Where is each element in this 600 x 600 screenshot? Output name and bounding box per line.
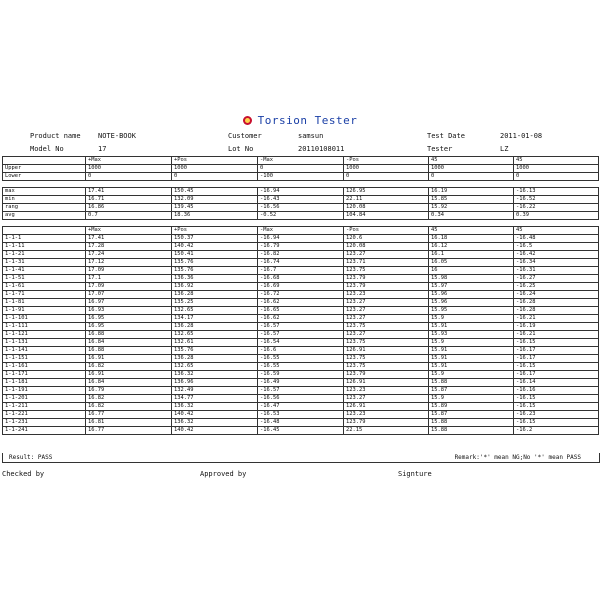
table-cell: 15.88	[429, 419, 514, 427]
table-cell: 1-1-121	[3, 331, 86, 339]
table-cell: 132.65	[172, 363, 258, 371]
table-cell: 16.05	[429, 259, 514, 267]
table-cell: 123.79	[344, 283, 429, 291]
table-cell: 16.82	[86, 395, 172, 403]
table-cell: 120.08	[344, 204, 429, 212]
table-cell: 134.17	[172, 315, 258, 323]
table-cell: Upper	[3, 165, 86, 173]
customer-label: Customer	[228, 132, 262, 140]
table-cell: 15.91	[429, 355, 514, 363]
table-cell: 136.96	[172, 379, 258, 387]
table-cell: 16.88	[86, 347, 172, 355]
table-cell: -100	[258, 173, 344, 181]
table-cell: 16.12	[429, 243, 514, 251]
table-cell: 1-1-111	[3, 323, 86, 331]
table-cell: -16.56	[258, 204, 344, 212]
table-cell: 126.91	[344, 379, 429, 387]
table-row	[3, 331, 599, 339]
remark-text: Remark:'*' mean NG;No '*' mean PASS	[454, 454, 581, 461]
table-cell: avg	[3, 212, 86, 220]
table-cell: 1-1-1	[3, 235, 86, 243]
table-cell: 150.37	[172, 235, 258, 243]
table-cell: 136.28	[172, 323, 258, 331]
table-cell: 140.42	[172, 427, 258, 435]
table-cell: 16.82	[86, 363, 172, 371]
table-cell: -16.52	[514, 196, 599, 204]
table-cell: 16.93	[86, 307, 172, 315]
table-cell: 16.71	[86, 196, 172, 204]
table-cell: 1-1-241	[3, 427, 86, 435]
table-cell: 150.45	[172, 188, 258, 196]
table-row	[3, 283, 599, 291]
table-cell: 136.28	[172, 355, 258, 363]
table-cell: -16.14	[514, 379, 599, 387]
table-row	[3, 259, 599, 267]
table-cell: -16.43	[258, 196, 344, 204]
table-cell: -16.28	[514, 299, 599, 307]
table-cell: 1-1-71	[3, 291, 86, 299]
table-cell: -16.48	[514, 235, 599, 243]
table-cell: 123.27	[344, 307, 429, 315]
table-cell: 16.97	[86, 299, 172, 307]
table-cell: 17.07	[86, 291, 172, 299]
table-cell: 123.75	[344, 355, 429, 363]
table-cell: 1-1-161	[3, 363, 86, 371]
table-cell: -0.52	[258, 212, 344, 220]
table-cell: 0.7	[86, 212, 172, 220]
stats-row	[3, 196, 599, 204]
table-cell: 123.71	[344, 259, 429, 267]
table-cell: 1-1-191	[3, 387, 86, 395]
table-cell: 135.76	[172, 347, 258, 355]
table-cell: 15.91	[429, 323, 514, 331]
table-cell: 132.61	[172, 339, 258, 347]
table-row	[3, 267, 599, 275]
table-cell: 16.88	[86, 331, 172, 339]
table-cell: 16.1	[429, 251, 514, 259]
table-cell: -16.21	[514, 315, 599, 323]
table-cell: -16.17	[514, 371, 599, 379]
table-row	[3, 251, 599, 259]
table-cell: 15.87	[429, 411, 514, 419]
table-cell: 16.91	[86, 371, 172, 379]
result-label: Result: PASS	[9, 454, 53, 461]
table-cell: min	[3, 196, 86, 204]
table-cell: -16.74	[258, 259, 344, 267]
column-header: -Max	[258, 157, 344, 165]
table-cell: -16.68	[258, 275, 344, 283]
table-cell: 123.23	[344, 411, 429, 419]
table-cell: 15.91	[429, 347, 514, 355]
table-cell: 120.08	[344, 243, 429, 251]
table-cell: 123.79	[344, 275, 429, 283]
table-row	[3, 427, 599, 435]
table-row	[3, 307, 599, 315]
table-cell: 123.79	[344, 419, 429, 427]
table-cell: 0	[514, 173, 599, 181]
table-cell: 1-1-91	[3, 307, 86, 315]
report-title-text: Torsion Tester	[257, 114, 358, 127]
lot-no-value: 20110108011	[298, 145, 345, 153]
table-cell: 15.88	[429, 379, 514, 387]
model-no-value: 17	[98, 145, 107, 153]
table-cell: 18.36	[172, 212, 258, 220]
table-cell: -16.55	[258, 363, 344, 371]
table-cell: -16.42	[514, 251, 599, 259]
table-cell: -16.34	[514, 259, 599, 267]
table-cell: 134.77	[172, 395, 258, 403]
table-cell: 17.09	[86, 267, 172, 275]
table-cell: 16.77	[86, 411, 172, 419]
table-cell: 15.96	[429, 299, 514, 307]
table-cell: 16.18	[429, 235, 514, 243]
product-name-label: Product name	[30, 132, 81, 140]
table-cell: 1-1-201	[3, 395, 86, 403]
company-logo-icon	[243, 116, 252, 125]
table-cell: -16.24	[514, 291, 599, 299]
table-cell: 15.97	[429, 283, 514, 291]
column-header: +Max	[86, 157, 172, 165]
stats-row	[3, 212, 599, 220]
table-cell: 1000	[86, 165, 172, 173]
table-cell: 1-1-61	[3, 283, 86, 291]
table-cell: 1-1-21	[3, 251, 86, 259]
table-cell: 123.27	[344, 331, 429, 339]
table-cell: 1-1-211	[3, 403, 86, 411]
table-cell: 104.84	[344, 212, 429, 220]
table-cell: 0	[429, 173, 514, 181]
column-header: 45	[429, 227, 514, 235]
table-cell: 123.27	[344, 299, 429, 307]
table-cell: 15.87	[429, 387, 514, 395]
table-cell: 136.36	[172, 275, 258, 283]
table-cell: -16.16	[514, 387, 599, 395]
customer-value: samsun	[298, 132, 324, 140]
checked-by-label: Checked by	[2, 470, 45, 478]
table-cell: max	[3, 188, 86, 196]
info-row-1	[0, 132, 600, 142]
table-cell: -16.47	[258, 403, 344, 411]
table-cell: -16.15	[514, 395, 599, 403]
table-cell: -16.23	[514, 411, 599, 419]
table-cell: -16.59	[258, 371, 344, 379]
table-row	[3, 363, 599, 371]
table-cell: 22.11	[344, 196, 429, 204]
table-cell: 0	[344, 173, 429, 181]
table-cell: -16.79	[258, 243, 344, 251]
table-cell: 15.9	[429, 339, 514, 347]
table-cell: 0	[258, 165, 344, 173]
column-header: -Pos	[344, 227, 429, 235]
column-header: -Pos	[344, 157, 429, 165]
table-cell: 17.24	[86, 251, 172, 259]
table-cell: 136.32	[172, 371, 258, 379]
table-cell: 15.92	[429, 204, 514, 212]
table-row	[3, 243, 599, 251]
table-cell: 123.27	[344, 315, 429, 323]
table-cell: 120.6	[344, 235, 429, 243]
table-cell: 132.65	[172, 331, 258, 339]
table-cell: 123.75	[344, 323, 429, 331]
table-cell: -16.17	[514, 355, 599, 363]
table-cell: 16	[429, 267, 514, 275]
table-cell: 0.39	[514, 212, 599, 220]
table-cell: Lower	[3, 173, 86, 181]
signature-label: Signture	[398, 470, 432, 478]
table-cell: -16.94	[258, 188, 344, 196]
table-cell: 15.93	[429, 331, 514, 339]
table-row	[3, 411, 599, 419]
table-row	[3, 387, 599, 395]
table-cell: 16.95	[86, 323, 172, 331]
table-cell: 123.75	[344, 363, 429, 371]
stats-row	[3, 188, 599, 196]
table-cell: 15.89	[429, 403, 514, 411]
table-cell: 16.84	[86, 379, 172, 387]
table-cell: 136.92	[172, 283, 258, 291]
product-name-value: NOTE-BOOK	[98, 132, 136, 140]
table-cell: -16.2	[514, 427, 599, 435]
table-cell: -16.15	[514, 403, 599, 411]
column-header: 45	[514, 227, 599, 235]
data-header-row	[3, 227, 599, 235]
table-cell: 132.49	[172, 387, 258, 395]
table-cell: 16.91	[86, 355, 172, 363]
column-header: 45	[429, 157, 514, 165]
table-row	[3, 235, 599, 243]
table-cell: 140.42	[172, 243, 258, 251]
table-cell: 15.9	[429, 315, 514, 323]
table-cell: -16.45	[258, 427, 344, 435]
limits-table	[2, 156, 599, 181]
tester-label: Tester	[427, 145, 453, 153]
table-cell: -16.54	[258, 339, 344, 347]
table-cell: -16.25	[514, 283, 599, 291]
table-cell: -16.82	[258, 251, 344, 259]
approved-by-label: Approved by	[200, 470, 247, 478]
stats-row	[3, 204, 599, 212]
table-cell: 17.41	[86, 188, 172, 196]
model-no-label: Model No	[30, 145, 64, 153]
table-cell: -16.65	[258, 307, 344, 315]
table-row	[3, 339, 599, 347]
table-cell: -16.72	[258, 291, 344, 299]
table-cell: 16.84	[86, 339, 172, 347]
column-header	[3, 157, 86, 165]
table-row	[3, 371, 599, 379]
table-cell: 17.09	[86, 283, 172, 291]
tester-value: LZ	[500, 145, 509, 153]
table-cell: -16.5	[514, 243, 599, 251]
table-cell: 17.1	[86, 275, 172, 283]
table-cell: 135.76	[172, 259, 258, 267]
table-cell: 132.09	[172, 196, 258, 204]
table-cell: -16.6	[258, 347, 344, 355]
table-cell: 22.15	[344, 427, 429, 435]
table-cell: rang	[3, 204, 86, 212]
column-header: +Pos	[172, 227, 258, 235]
test-date-value: 2011-01-08	[500, 132, 543, 140]
data-table	[2, 226, 599, 435]
table-cell: 15.88	[429, 427, 514, 435]
limit-row	[3, 165, 599, 173]
test-date-label: Test Date	[427, 132, 465, 140]
table-cell: -16.48	[258, 419, 344, 427]
table-cell: 15.9	[429, 395, 514, 403]
table-cell: 15.96	[429, 291, 514, 299]
table-cell: -16.49	[258, 379, 344, 387]
limits-header-row	[3, 157, 599, 165]
table-cell: -16.22	[514, 204, 599, 212]
table-row	[3, 315, 599, 323]
table-cell: -16.62	[258, 299, 344, 307]
table-cell: -16.57	[258, 331, 344, 339]
table-cell: 15.91	[429, 363, 514, 371]
table-cell: -16.15	[514, 419, 599, 427]
table-row	[3, 379, 599, 387]
table-row	[3, 347, 599, 355]
table-cell: -16.56	[258, 395, 344, 403]
limit-row	[3, 173, 599, 181]
table-cell: 16.86	[86, 204, 172, 212]
table-cell: -16.62	[258, 315, 344, 323]
table-cell: -16.13	[514, 188, 599, 196]
table-cell: 123.27	[344, 395, 429, 403]
table-cell: -16.21	[514, 331, 599, 339]
table-row	[3, 419, 599, 427]
table-cell: 1-1-181	[3, 379, 86, 387]
table-cell: 1000	[172, 165, 258, 173]
table-cell: 150.41	[172, 251, 258, 259]
table-cell: 1-1-41	[3, 267, 86, 275]
table-cell: 1-1-151	[3, 355, 86, 363]
table-cell: 123.75	[344, 339, 429, 347]
table-cell: 132.65	[172, 307, 258, 315]
table-cell: 16.79	[86, 387, 172, 395]
table-cell: -16.31	[514, 267, 599, 275]
table-row	[3, 275, 599, 283]
table-cell: -16.7	[258, 267, 344, 275]
table-cell: 16.82	[86, 403, 172, 411]
table-cell: 1-1-31	[3, 259, 86, 267]
table-cell: -16.27	[514, 275, 599, 283]
table-cell: 135.76	[172, 267, 258, 275]
table-cell: -16.17	[514, 347, 599, 355]
table-cell: 126.91	[344, 403, 429, 411]
table-cell: -16.94	[258, 235, 344, 243]
table-cell: 1000	[344, 165, 429, 173]
column-header: +Pos	[172, 157, 258, 165]
table-row	[3, 291, 599, 299]
table-cell: 16.19	[429, 188, 514, 196]
table-cell: -16.53	[258, 411, 344, 419]
table-cell: 1-1-131	[3, 339, 86, 347]
table-cell: 139.45	[172, 204, 258, 212]
table-cell: 1-1-81	[3, 299, 86, 307]
table-cell: -16.15	[514, 363, 599, 371]
table-cell: 1-1-11	[3, 243, 86, 251]
table-cell: 0	[172, 173, 258, 181]
table-cell: -16.28	[514, 307, 599, 315]
result-row	[2, 453, 600, 463]
signature-row	[0, 470, 600, 480]
table-cell: 0.34	[429, 212, 514, 220]
table-cell: -16.57	[258, 323, 344, 331]
table-cell: 16.77	[86, 427, 172, 435]
table-cell: 1000	[514, 165, 599, 173]
table-cell: 123.27	[344, 251, 429, 259]
table-cell: 15.98	[429, 275, 514, 283]
table-cell: 123.79	[344, 371, 429, 379]
table-row	[3, 355, 599, 363]
table-cell: 135.25	[172, 299, 258, 307]
column-header: +Max	[86, 227, 172, 235]
table-cell: -16.15	[514, 339, 599, 347]
table-cell: -16.69	[258, 283, 344, 291]
table-cell: 17.41	[86, 235, 172, 243]
table-row	[3, 403, 599, 411]
table-cell: 1-1-101	[3, 315, 86, 323]
table-cell: 1-1-221	[3, 411, 86, 419]
table-cell: 140.42	[172, 411, 258, 419]
table-cell: 1-1-231	[3, 419, 86, 427]
table-row	[3, 299, 599, 307]
table-cell: 123.23	[344, 387, 429, 395]
table-cell: 17.28	[86, 243, 172, 251]
table-cell: 1-1-51	[3, 275, 86, 283]
table-row	[3, 323, 599, 331]
table-cell: 126.91	[344, 347, 429, 355]
column-header	[3, 227, 86, 235]
lot-no-label: Lot No	[228, 145, 254, 153]
column-header: 45	[514, 157, 599, 165]
table-cell: 1-1-141	[3, 347, 86, 355]
table-cell: 123.75	[344, 267, 429, 275]
table-cell: -16.57	[258, 387, 344, 395]
table-cell: 15.85	[429, 196, 514, 204]
table-cell: 17.12	[86, 259, 172, 267]
table-cell: 15.95	[429, 307, 514, 315]
table-cell: 16.81	[86, 419, 172, 427]
info-row-2	[0, 145, 600, 155]
table-cell: 123.23	[344, 291, 429, 299]
table-cell: 16.95	[86, 315, 172, 323]
table-cell: 126.95	[344, 188, 429, 196]
table-cell: 0	[86, 173, 172, 181]
table-cell: 1-1-171	[3, 371, 86, 379]
table-cell: 136.32	[172, 419, 258, 427]
column-header: -Max	[258, 227, 344, 235]
stats-table	[2, 187, 599, 220]
report-title	[0, 114, 600, 127]
table-cell: -16.55	[258, 355, 344, 363]
table-cell: -16.19	[514, 323, 599, 331]
table-cell: 136.32	[172, 403, 258, 411]
table-cell: 15.9	[429, 371, 514, 379]
table-cell: 136.28	[172, 291, 258, 299]
table-row	[3, 395, 599, 403]
table-cell: 1000	[429, 165, 514, 173]
